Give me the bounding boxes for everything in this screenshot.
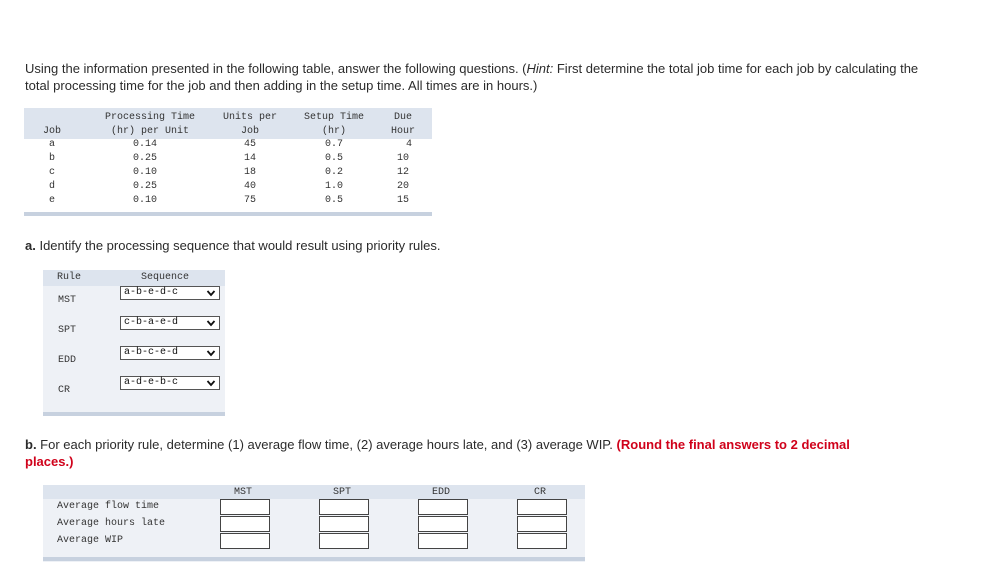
- rule-cr-label: CR: [58, 385, 71, 396]
- column-spt: SPT: [332, 487, 351, 498]
- cell-due-hour: 15: [396, 195, 409, 206]
- cell-setup-time: 0.2: [324, 167, 343, 178]
- cell-processing-time: 0.25: [132, 181, 157, 192]
- cell-units: 40: [243, 181, 256, 192]
- header-job: Job: [42, 126, 61, 137]
- input-cr-flow-time[interactable]: [517, 499, 567, 515]
- answer-grid-bottom-border: [43, 557, 585, 561]
- input-spt-wip[interactable]: [319, 533, 369, 549]
- header-sequence: Sequence: [141, 272, 190, 283]
- part-a-question: [25, 238, 441, 253]
- part-a-label: a.: [25, 238, 36, 253]
- cell-setup-time: 0.7: [324, 139, 343, 150]
- input-edd-wip[interactable]: [418, 533, 468, 549]
- cell-processing-time: 0.10: [132, 195, 157, 206]
- rule-edd-label: EDD: [58, 355, 77, 366]
- input-spt-flow-time[interactable]: [319, 499, 369, 515]
- cell-job: b: [48, 153, 55, 164]
- sequence-select-edd[interactable]: [120, 346, 220, 360]
- part-b-text: For each priority rule, determine (1) average flow time, (2) average hours late, and (3) average WIP.: [36, 437, 617, 452]
- chevron-down-icon: [206, 318, 216, 328]
- cell-units: 14: [243, 153, 256, 164]
- input-mst-flow-time[interactable]: [220, 499, 270, 515]
- cell-units: 45: [243, 139, 256, 150]
- rule-table-bottom-border: [43, 412, 225, 416]
- cell-units: 18: [243, 167, 256, 178]
- column-edd: EDD: [431, 487, 450, 498]
- cell-job: d: [48, 181, 55, 192]
- input-edd-flow-time[interactable]: [418, 499, 468, 515]
- part-b-question: [25, 436, 865, 470]
- sequence-select-spt[interactable]: [120, 316, 220, 330]
- intro-text: Using the information presented in the following table, answer the following questions. (: [25, 61, 527, 76]
- part-b-label: b.: [25, 437, 37, 452]
- answer-grid-header: [43, 485, 585, 499]
- header-units-line1: Units per: [222, 112, 277, 123]
- sequence-select-cr[interactable]: [120, 376, 220, 390]
- header-setup-time-line1: Setup Time: [303, 112, 364, 123]
- rule-mst-label: MST: [58, 295, 77, 306]
- header-processing-time-line1: Processing Time: [104, 112, 195, 123]
- hint-label: Hint:: [526, 61, 554, 76]
- header-due-line2: Hour: [390, 126, 415, 137]
- rounding-note: (Round the final answers to 2 decimal places.): [25, 437, 850, 469]
- input-spt-hours-late[interactable]: [319, 516, 369, 532]
- row-average-hours-late: Average hours late: [57, 518, 166, 529]
- header-due-line1: Due: [393, 112, 412, 123]
- cell-job: a: [48, 139, 55, 150]
- chevron-down-icon: [206, 378, 216, 388]
- cell-job: c: [48, 167, 55, 178]
- header-units-line2: Job: [240, 126, 259, 137]
- input-cr-wip[interactable]: [517, 533, 567, 549]
- selected-sequence: a-b-c-e-d: [124, 347, 179, 358]
- column-mst: MST: [233, 487, 252, 498]
- cell-setup-time: 0.5: [324, 195, 343, 206]
- cell-processing-time: 0.14: [132, 139, 157, 150]
- column-cr: CR: [533, 487, 546, 498]
- chevron-down-icon: [206, 288, 216, 298]
- input-mst-wip[interactable]: [220, 533, 270, 549]
- row-average-flow-time: Average flow time: [57, 501, 160, 512]
- cell-due-hour: 12: [396, 167, 409, 178]
- chevron-down-icon: [206, 348, 216, 358]
- cell-processing-time: 0.25: [132, 153, 157, 164]
- rule-spt-label: SPT: [58, 325, 77, 336]
- header-rule: Rule: [57, 272, 82, 283]
- cell-setup-time: 0.5: [324, 153, 343, 164]
- intro-text-continued: First determine the total job time for each job by calculating the total processing time for the job and then adding in the setup time. All times are in hours.): [25, 61, 919, 93]
- job-data-table: [24, 108, 432, 216]
- table-bottom-border: [24, 212, 432, 216]
- cell-processing-time: 0.10: [132, 167, 157, 178]
- part-a-text: Identify the processing sequence that would result using priority rules.: [35, 238, 441, 253]
- selected-sequence: c-b-a-e-d: [124, 317, 179, 328]
- instructions-text: [25, 60, 925, 94]
- cell-due-hour: 10: [396, 153, 409, 164]
- selected-sequence: a-b-e-d-c: [124, 287, 179, 298]
- selected-sequence: a-d-e-b-c: [124, 377, 179, 388]
- cell-job: e: [48, 195, 55, 206]
- row-average-wip: Average WIP: [57, 535, 124, 546]
- input-edd-hours-late[interactable]: [418, 516, 468, 532]
- input-cr-hours-late[interactable]: [517, 516, 567, 532]
- sequence-select-mst[interactable]: [120, 286, 220, 300]
- answer-grid: [43, 485, 585, 562]
- input-mst-hours-late[interactable]: [220, 516, 270, 532]
- header-processing-time-line2: (hr) per Unit: [110, 126, 189, 137]
- cell-due-hour: 20: [396, 181, 409, 192]
- cell-units: 75: [243, 195, 256, 206]
- header-setup-time-line2: (hr): [321, 126, 346, 137]
- priority-rule-table: [43, 270, 225, 416]
- cell-due-hour: 4: [405, 139, 412, 150]
- cell-setup-time: 1.0: [324, 181, 343, 192]
